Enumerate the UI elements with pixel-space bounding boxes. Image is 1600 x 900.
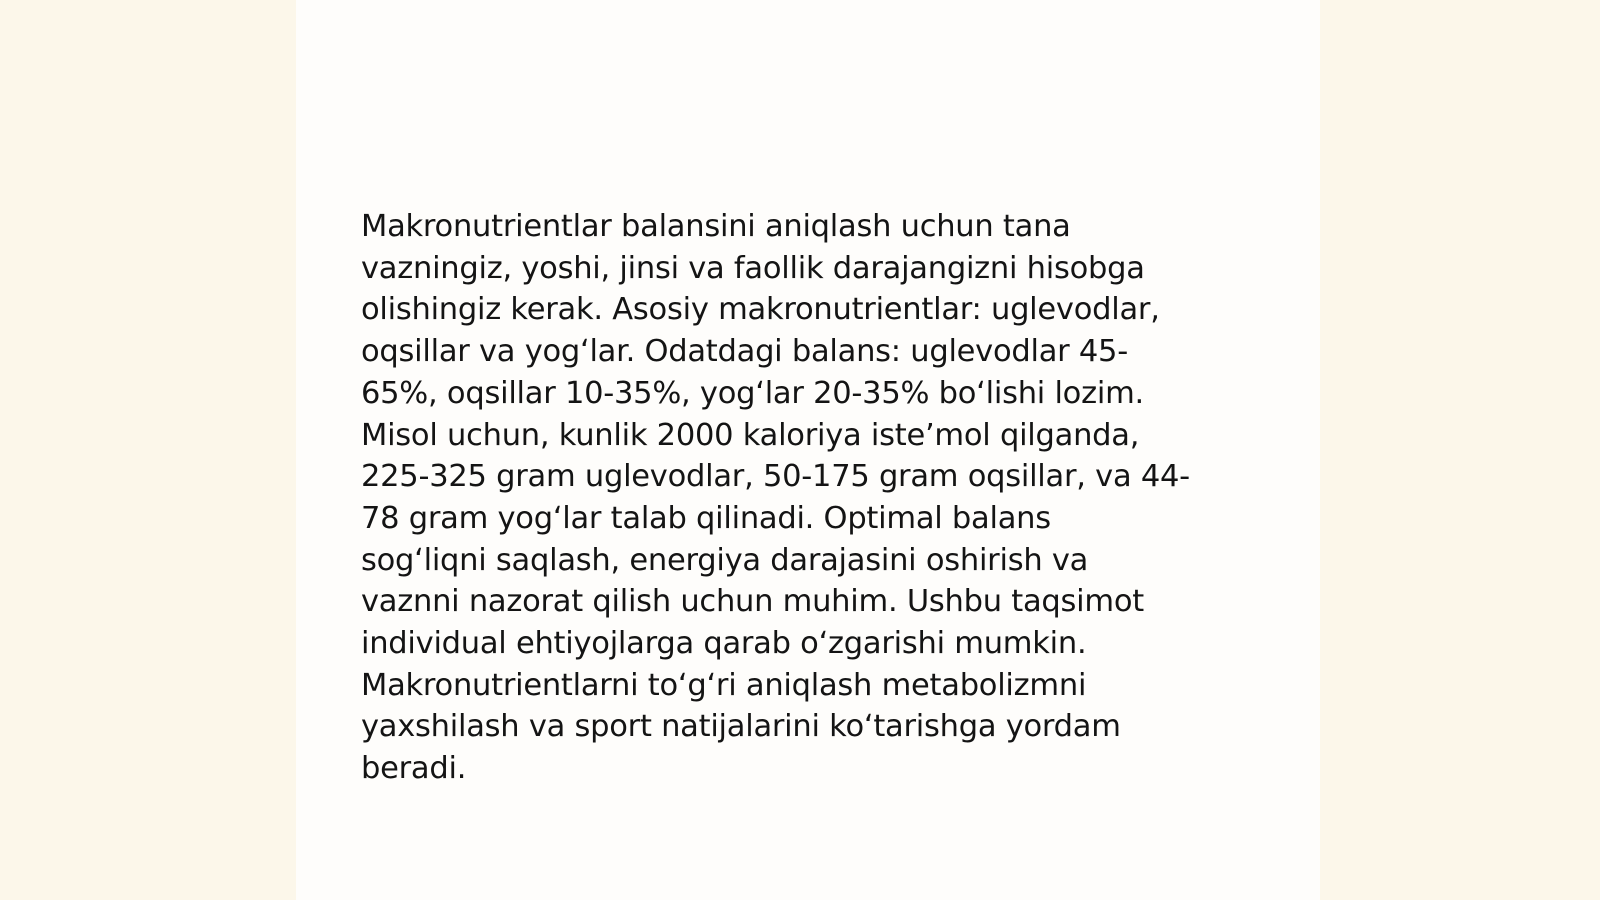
body-line: sogʻliqni saqlash, energiya darajasini oshirish va [361, 542, 1089, 578]
body-line: oqsillar va yogʻlar. Odatdagi balans: uglevodlar 45- [361, 334, 1128, 370]
body-line: individual ehtiyojlarga qarab oʻzgarishi mumkin. [361, 626, 1087, 662]
body-line: 225-325 gram uglevodlar, 50-175 gram oqsillar, va 44- [361, 459, 1190, 495]
slide-body-text [361, 206, 1241, 790]
slide-panel [296, 0, 1320, 900]
body-line: beradi. [361, 751, 467, 787]
body-line: Misol uchun, kunlik 2000 kaloriya isteʼmol qilganda, [361, 417, 1140, 453]
body-line: vaznni nazorat qilish uchun muhim. Ushbu taqsimot [361, 584, 1144, 620]
body-line: Makronutrientlar balansini aniqlash uchun tana [361, 209, 1071, 244]
body-line: 78 gram yogʻlar talab qilinadi. Optimal balans [361, 500, 1051, 536]
body-line: 65%, oqsillar 10-35%, yogʻlar 20-35% boʻlishi lozim. [361, 375, 1144, 411]
body-line: vazningiz, yoshi, jinsi va faollik darajangizni hisobga [361, 250, 1145, 286]
body-line: Makronutrientlarni toʻgʻri aniqlash metabolizmni [361, 667, 1087, 703]
body-line: yaxshilash va sport natijalarini koʻtarishga yordam [361, 709, 1121, 745]
body-line: olishingiz kerak. Asosiy makronutrientlar: uglevodlar, [361, 292, 1160, 328]
